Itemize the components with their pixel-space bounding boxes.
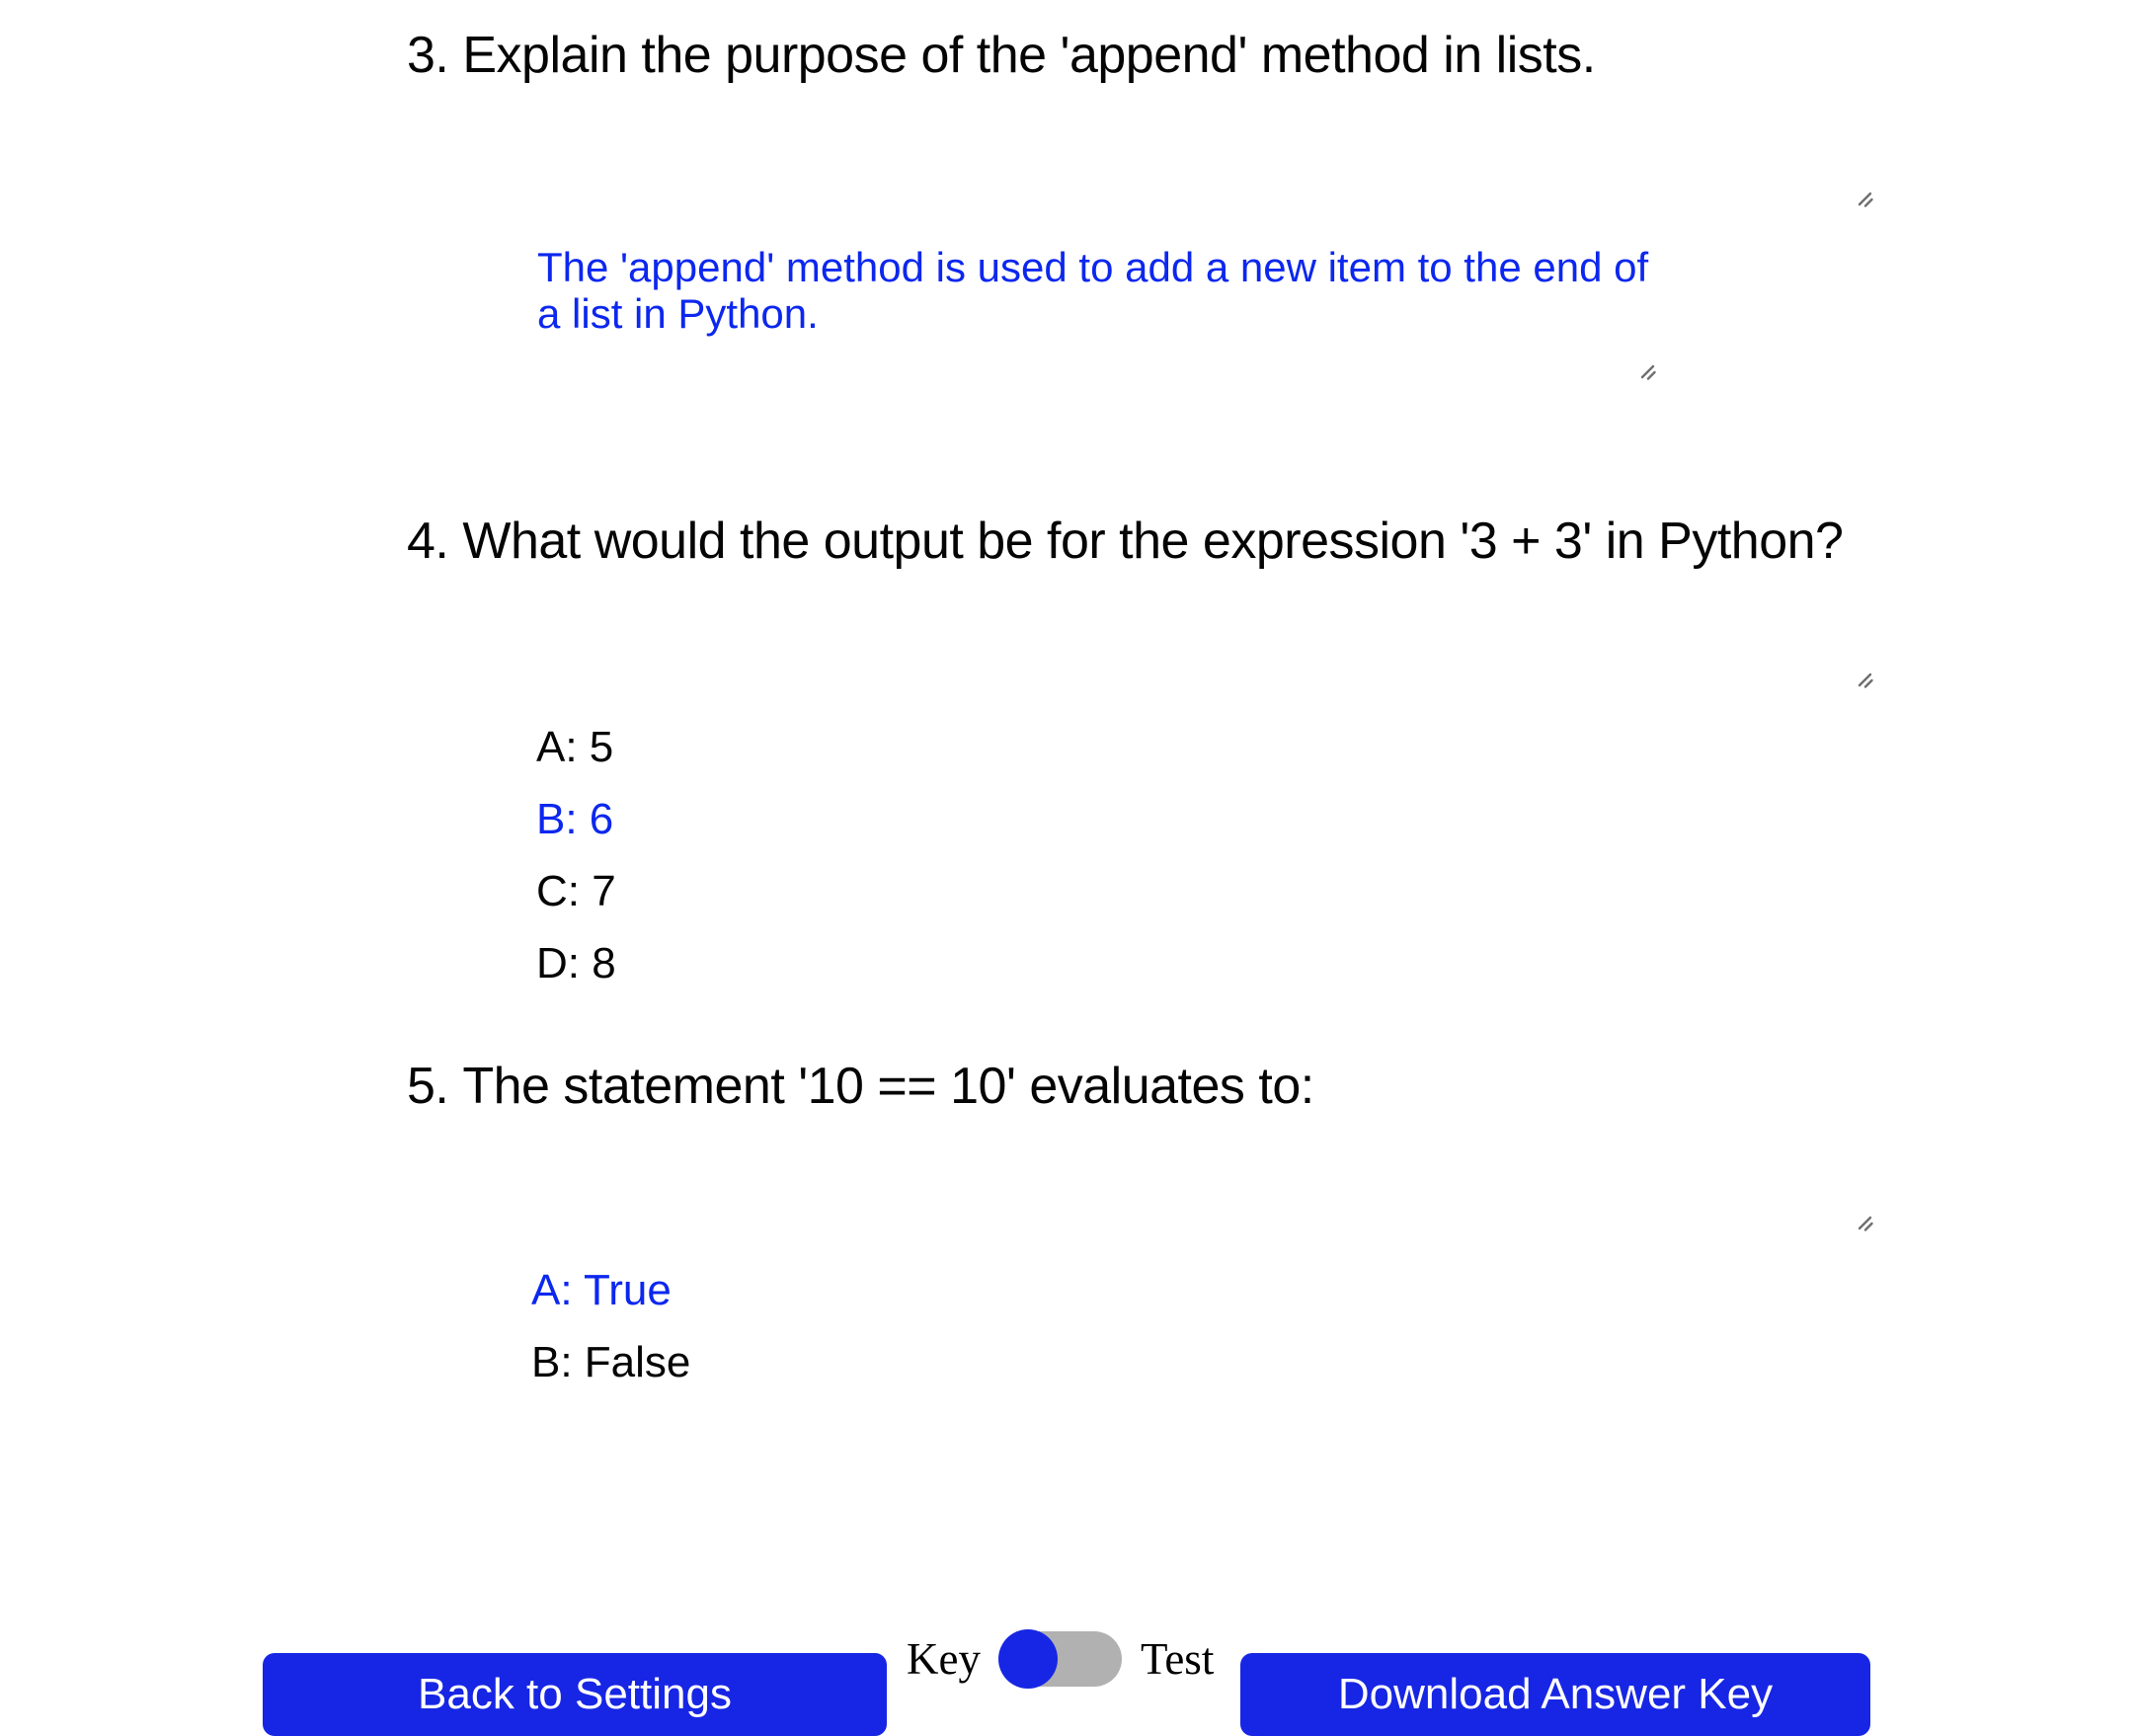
resize-handle-icon[interactable] [1637,361,1657,381]
question-5-text: The statement '10 == 10' evaluates to: [462,1058,1314,1115]
download-answer-key-button[interactable]: Download Answer Key [1240,1653,1870,1736]
option-a[interactable]: A: True [531,1266,672,1314]
key-test-toggle-group [907,1627,1214,1691]
question-3-text: Explain the purpose of the 'append' method in lists. [462,27,1596,84]
option-d[interactable]: D: 8 [536,939,616,987]
toggle-knob-icon [998,1629,1058,1689]
option-b[interactable]: B: False [531,1338,691,1386]
question-4-text: What would the output be for the expression '3 + 3' in Python? [462,513,1844,570]
question-4-heading [407,510,1843,573]
question-3-question-textarea[interactable] [533,91,1884,210]
question-3-number: 3. [407,27,449,84]
key-label: Key [907,1634,981,1684]
option-a[interactable]: A: 5 [536,723,614,771]
resize-handle-icon[interactable] [1855,1213,1874,1232]
back-to-settings-button[interactable]: Back to Settings [263,1653,887,1736]
resize-handle-icon[interactable] [1855,189,1874,208]
key-test-toggle[interactable] [999,1631,1122,1687]
question-5-heading [407,1055,1314,1118]
question-4-number: 4. [407,513,449,570]
test-label: Test [1140,1634,1215,1684]
question-5-options [531,1265,690,1409]
question-4-options [536,722,616,1010]
question-3-answer-textarea[interactable] [531,222,1665,386]
question-4-question-textarea[interactable] [533,581,1884,693]
option-c[interactable]: C: 7 [536,867,616,915]
option-b[interactable]: B: 6 [536,795,614,843]
question-5-number: 5. [407,1058,449,1115]
question-5-question-textarea[interactable] [533,1122,1884,1236]
question-3-heading [407,24,1596,87]
resize-handle-icon[interactable] [1855,670,1874,689]
